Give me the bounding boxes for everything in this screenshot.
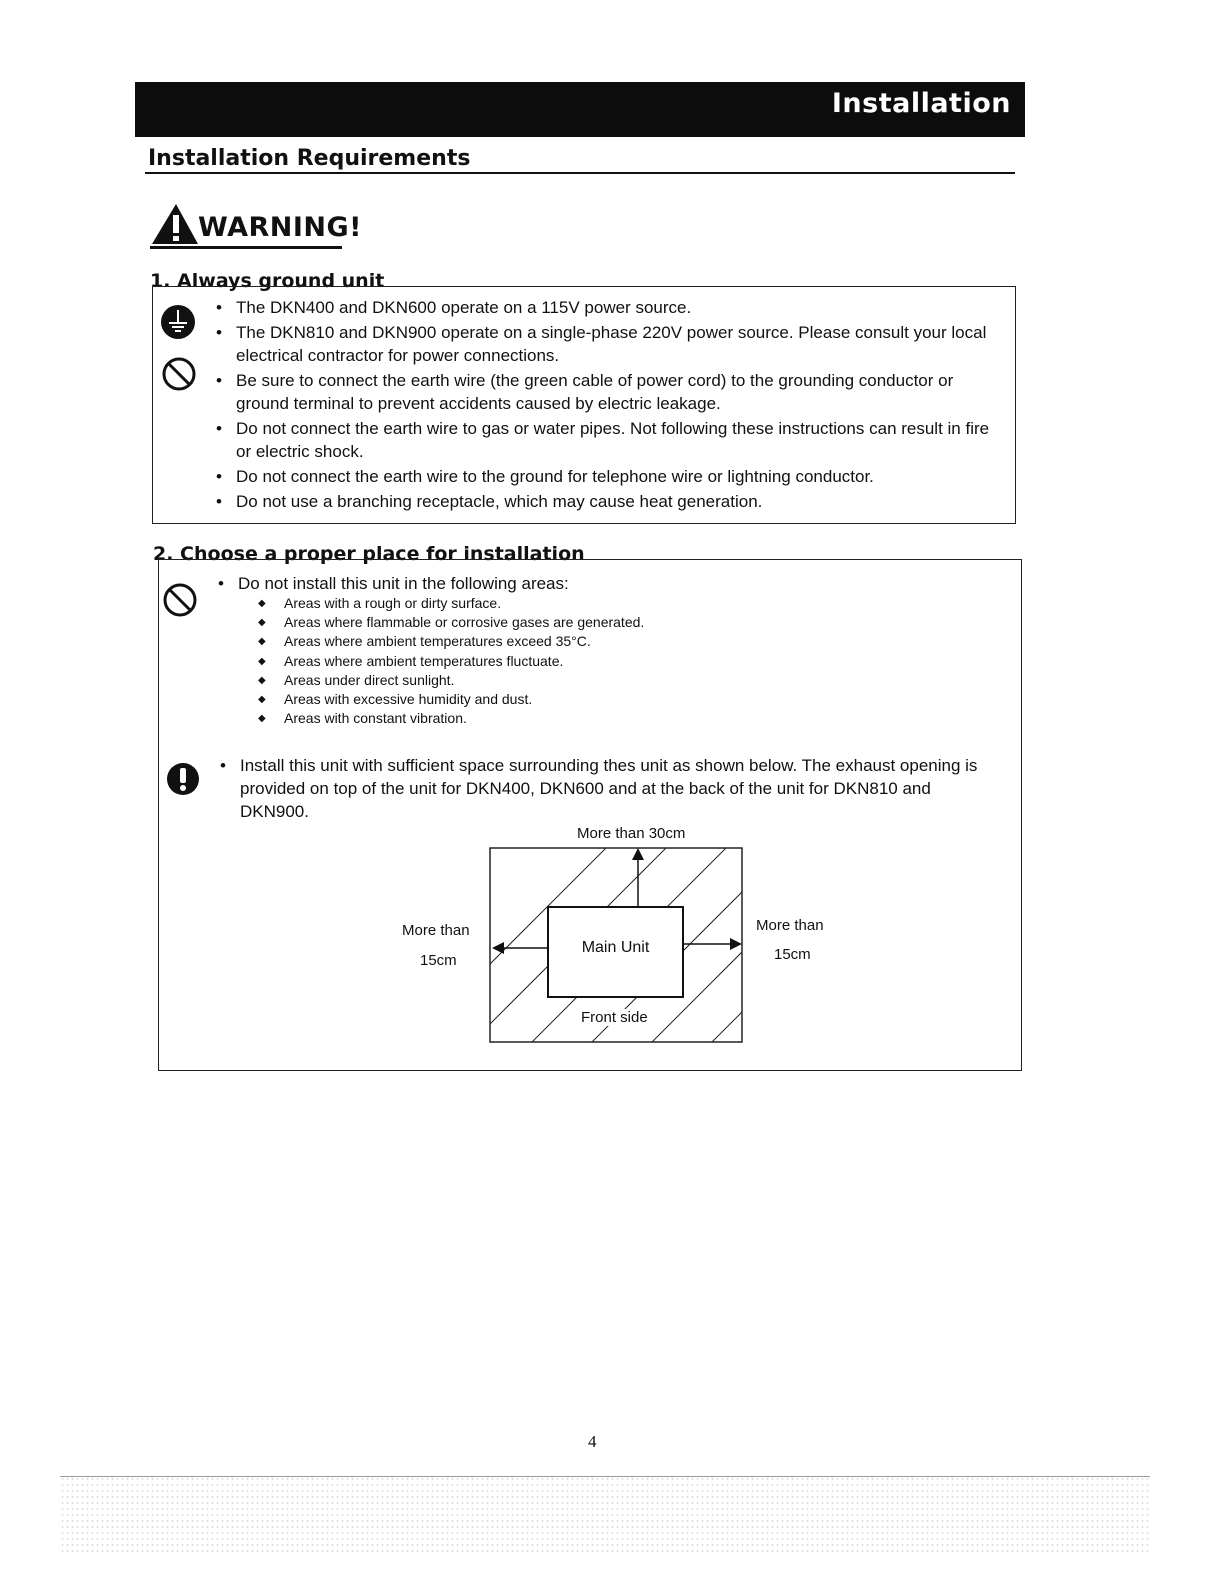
part1-list bbox=[214, 296, 1004, 515]
section-divider bbox=[145, 172, 1015, 174]
main-unit-label: Main Unit bbox=[581, 939, 650, 956]
section-title: Installation Requirements bbox=[148, 146, 471, 171]
scan-artifact-noise bbox=[60, 1476, 1150, 1556]
warning-underline bbox=[150, 246, 342, 249]
list-item: • Do not install this unit in the following areas: bbox=[216, 572, 976, 595]
list-item: ◆ Areas with constant vibration. bbox=[258, 709, 858, 728]
right-clearance-label-2: 15cm bbox=[774, 946, 811, 963]
right-clearance-label-1: More than bbox=[756, 917, 824, 934]
list-item: ◆ Areas under direct sunlight. bbox=[258, 671, 858, 690]
list-item: ◆ Areas where ambient temperatures fluctuate. bbox=[258, 652, 858, 671]
warning-triangle-icon bbox=[150, 202, 198, 246]
warning-label: WARNING! bbox=[198, 212, 362, 243]
front-side-label: Front side bbox=[581, 1009, 648, 1026]
prohibition-icon bbox=[162, 582, 198, 618]
left-clearance-label-2: 15cm bbox=[420, 952, 457, 969]
list-item: • Be sure to connect the earth wire (the green cable of power cord) to the grounding conductor or ground terminal to prevent accidents caused by electric leakage. bbox=[214, 369, 1004, 415]
list-item: • Do not use a branching receptacle, which may cause heat generation. bbox=[214, 490, 1004, 513]
header-bar bbox=[135, 82, 1025, 137]
top-clearance-label: More than 30cm bbox=[577, 825, 686, 842]
list-item: • The DKN810 and DKN900 operate on a single-phase 220V power source. Please consult your local electrical contractor for power connections. bbox=[214, 321, 1004, 367]
list-item: • Do not connect the earth wire to gas or water pipes. Not following these instructions can result in fire or electric shock. bbox=[214, 417, 1004, 463]
list-item: • Do not connect the earth wire to the ground for telephone wire or lightning conductor. bbox=[214, 465, 1004, 488]
list-item: ◆ Areas where ambient temperatures exceed 35°C. bbox=[258, 632, 858, 651]
list-item: ◆ Areas with excessive humidity and dust. bbox=[258, 690, 858, 709]
header-title: Installation bbox=[831, 88, 1011, 119]
prohibited-areas-list bbox=[258, 594, 858, 728]
ground-symbol-icon bbox=[160, 304, 196, 340]
page-number: 4 bbox=[588, 1432, 597, 1451]
list-item: • Install this unit with sufficient space surrounding thes unit as shown below. The exhaust opening is provided on top of the unit for DKN400, DKN600 and at the back of the unit for DKN810 and DKN900. bbox=[218, 754, 998, 823]
part2-title: 2. Choose a proper place for installation bbox=[153, 543, 585, 565]
left-clearance-label-1: More than bbox=[402, 922, 470, 939]
space-note-list bbox=[218, 754, 998, 825]
prohibition-icon bbox=[161, 356, 197, 392]
part1-title: 1. Always ground unit bbox=[150, 270, 385, 292]
list-item: • The DKN400 and DKN600 operate on a 115V power source. bbox=[214, 296, 1004, 319]
list-item: ◆ Areas where flammable or corrosive gases are generated. bbox=[258, 613, 858, 632]
exclamation-icon bbox=[166, 762, 200, 796]
list-item: ◆ Areas with a rough or dirty surface. bbox=[258, 594, 858, 613]
